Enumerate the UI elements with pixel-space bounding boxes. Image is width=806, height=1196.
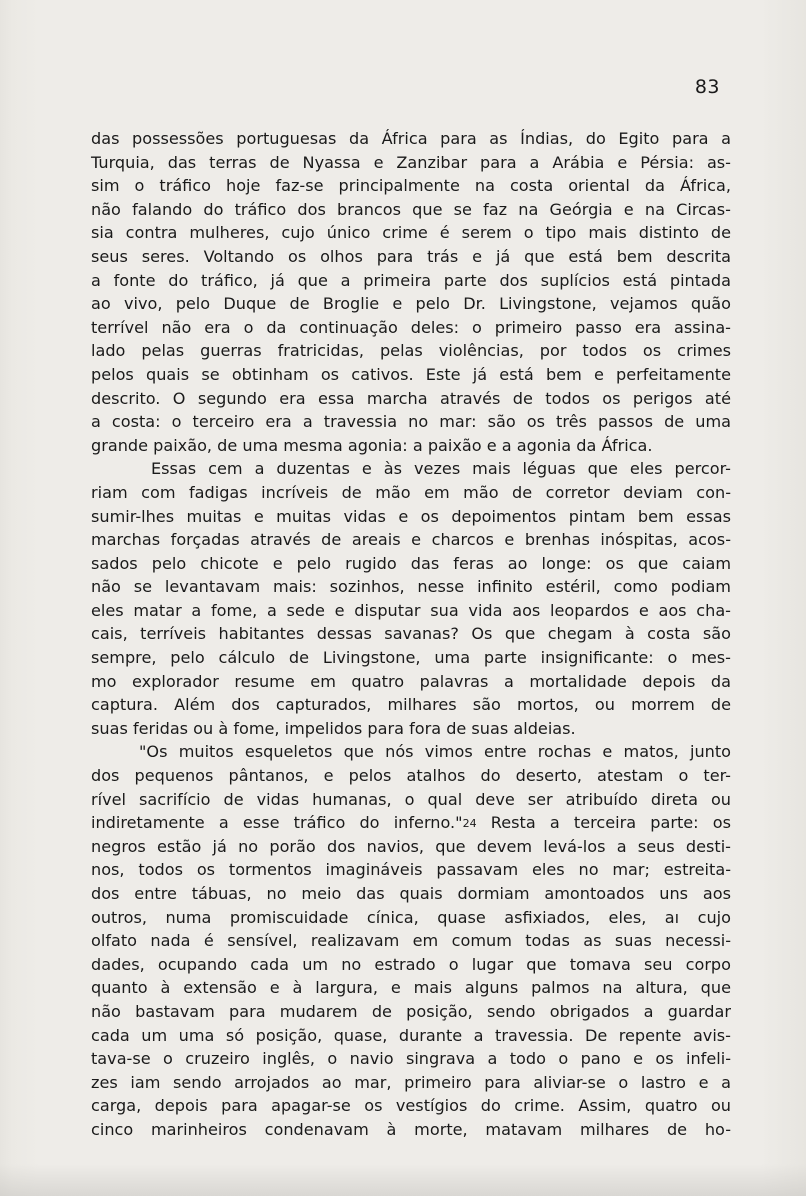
text-line: tava-se o cruzeiro inglês, o navio singrava a todo o pano e os infeli- — [91, 1049, 731, 1069]
body-text — [91, 127, 731, 1142]
text-line: a fonte do tráfico, já que a primeira parte dos suplícios está pintada — [91, 270, 731, 290]
text-line: pelos quais se obtinham os cativos. Este já está bem e perfeitamente — [91, 364, 731, 384]
text-line: sim o tráfico hoje faz-se principalmente na costa oriental da África, — [91, 176, 731, 196]
text-line: negros estão já no porão dos navios, que devem levá-los a seus desti- — [91, 836, 731, 856]
text-line: dos entre tábuas, no meio das quais dormiam amontoados uns aos — [91, 884, 731, 903]
text-line: olfato nada é sensível, realizavam em comum todas as suas necessi- — [91, 931, 731, 951]
text-line: ao vivo, pelo Duque de Broglie e pelo Dr. Livingstone, vejamos quão — [91, 294, 731, 314]
footnote-reference: 24 — [462, 817, 477, 831]
paragraph-1 — [91, 127, 731, 457]
text-line: rível sacrifício de vidas humanas, o qual deve ser atribuído direta ou — [91, 789, 731, 809]
text-line: mo explorador resume em quatro palavras a mortalidade depois da — [91, 671, 731, 691]
paragraph-3 — [91, 740, 731, 1141]
page-bottom-shadow — [0, 1164, 806, 1196]
paragraph-2 — [91, 457, 731, 740]
text-line: sados pelo chicote e pelo rugido das feras ao longe: os que caiam — [91, 553, 731, 573]
page-number: 83 — [694, 76, 720, 98]
text-line: Essas cem a duzentas e às vezes mais léguas que eles percor- — [151, 459, 731, 479]
text-line: sempre, pelo cálculo de Livingstone, uma parte insignificante: o mes- — [91, 648, 731, 668]
text-line: dos pequenos pântanos, e pelos atalhos do deserto, atestam o ter- — [91, 766, 731, 786]
text-line: seus seres. Voltando os olhos para trás e já que está bem descrita — [91, 246, 731, 266]
text-line: "Os muitos esqueletos que nós vimos entre rochas e matos, junto — [139, 742, 731, 762]
text-line: das possessões portuguesas da África para as Índias, do Egito para a — [91, 129, 731, 148]
line-continuation: Resta a terceira parte: os — [476, 813, 731, 833]
text-line: descrito. O segundo era essa marcha através de todos os perigos até — [91, 388, 731, 408]
text-line: outros, numa promiscuidade cínica, quase asfixiados, eles, aı cujo — [91, 907, 731, 927]
text-line: sia contra mulheres, cujo único crime é serem o tipo mais distinto de — [91, 223, 731, 243]
quote-end-text: indiretamente a esse tráfico do inferno." — [91, 813, 463, 833]
text-line: cinco marinheiros condenavam à morte, matavam milhares de ho- — [91, 1119, 731, 1139]
text-line: cada um uma só posição, quase, durante a travessia. De repente avis- — [91, 1025, 731, 1045]
text-line: zes iam sendo arrojados ao mar, primeiro para aliviar-se o lastro e a — [91, 1072, 731, 1092]
text-line: grande paixão, de uma mesma agonia: a paixão e a agonia da África. — [91, 435, 653, 455]
text-line: marchas forçadas através de areais e charcos e brenhas inóspitas, acos- — [91, 530, 731, 550]
text-line: cais, terríveis habitantes dessas savanas? Os que chegam à costa são — [91, 624, 731, 644]
text-line: carga, depois para apagar-se os vestígios do crime. Assim, quatro ou — [91, 1096, 731, 1116]
text-line: dades, ocupando cada um no estrado o lugar que tomava seu corpo — [91, 954, 731, 974]
text-line: não falando do tráfico dos brancos que se faz na Geórgia e na Circas- — [91, 199, 731, 219]
text-line-with-footnote — [91, 811, 731, 835]
text-line: a costa: o terceiro era a travessia no mar: são os três passos de uma — [91, 412, 731, 432]
text-line: nos, todos os tormentos imagináveis passavam eles no mar; estreita- — [91, 860, 731, 880]
text-line: sumir-lhes muitas e muitas vidas e os depoimentos pintam bem essas — [91, 506, 731, 526]
text-line: não bastavam para mudarem de posição, sendo obrigados a guardar — [91, 1001, 731, 1021]
text-line: lado pelas guerras fratricidas, pelas violências, por todos os crimes — [91, 341, 731, 361]
text-line: eles matar a fome, a sede e disputar sua vida aos leopardos e aos cha- — [91, 600, 731, 620]
text-line: captura. Além dos capturados, milhares são mortos, ou morrem de — [91, 695, 731, 715]
text-line: terrível não era o da continuação deles: o primeiro passo era assina- — [91, 317, 731, 337]
text-line: suas feridas ou à fome, impelidos para fora de suas aldeias. — [91, 718, 576, 738]
text-line: riam com fadigas incríveis de mão em mão de corretor deviam con- — [91, 482, 731, 502]
text-line: não se levantavam mais: sozinhos, nesse infinito estéril, como podiam — [91, 577, 731, 597]
text-line: Turquia, das terras de Nyassa e Zanzibar para a Arábia e Pérsia: as- — [91, 152, 731, 172]
text-line: quanto à extensão e à largura, e mais alguns palmos na altura, que — [91, 978, 731, 998]
